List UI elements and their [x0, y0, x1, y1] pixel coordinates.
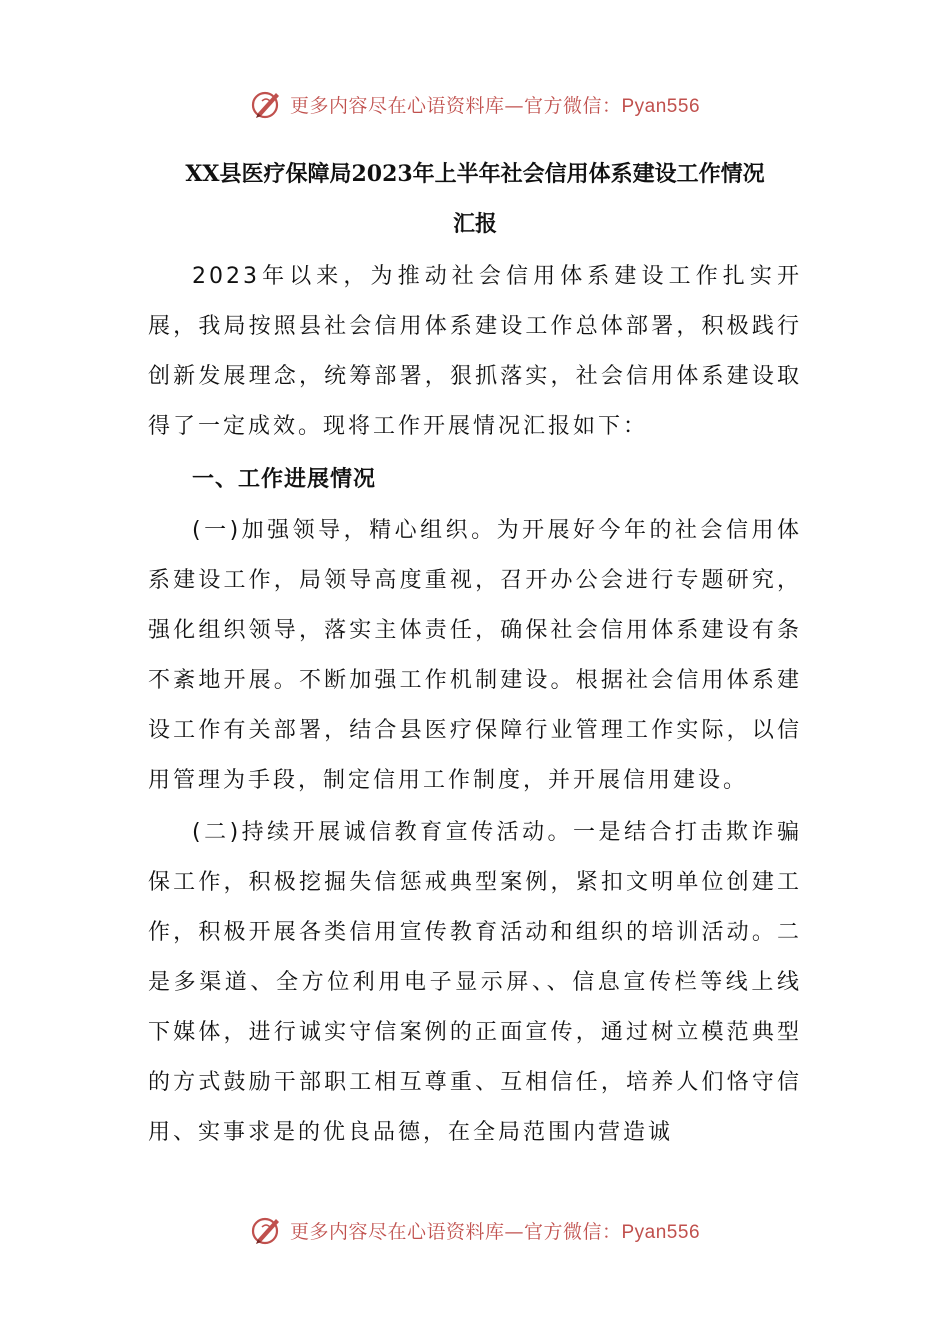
section-paragraph-2: (二)持续开展诚信教育宣传活动。一是结合打击欺诈骗保工作，积极挖掘失信惩戒典型案例，紧扣文明单位创建工作，积极开展各类信用宣传教育活动和组织的培训活动。二是多渠道、全方位利用电子显示屏、、信息宣传栏等线上线下媒体，进行诚实守信案例的正面宣传，通过树立模范典型的方式鼓励干部职工相互尊重、互相信任，培养人们恪守信用、实事求是的优良品德，在全局范围内营造诚 — [148, 820, 802, 1145]
document-title-line1: XX县医疗保障局2023年上半年社会信用体系建设工作情况 — [185, 161, 765, 187]
watermark-dash: — — [504, 94, 524, 117]
pen-logo-icon — [250, 1213, 284, 1247]
header-watermark-banner — [0, 84, 950, 124]
watermark-label: 官方微信： — [523, 94, 622, 117]
watermark-label: 官方微信： — [523, 1220, 622, 1243]
watermark-text — [290, 91, 700, 118]
watermark-wechat-id: Pyan556 — [621, 95, 701, 117]
watermark-wechat-id: Pyan556 — [621, 1221, 701, 1243]
pen-logo-icon — [250, 87, 284, 121]
document-title-line2: 汇报 — [452, 211, 497, 237]
intro-paragraph: 2023年以来，为推动社会信用体系建设工作扎实开展，我局按照县社会信用体系建设工作总体部署，积极践行创新发展理念，统筹部署，狠抓落实，社会信用体系建设取得了一定成效。现将工作开展情况汇报如下： — [148, 264, 802, 439]
watermark-dash: — — [504, 1220, 524, 1243]
watermark-main-text: 更多内容尽在心语资料库 — [289, 94, 505, 117]
watermark-text — [290, 1217, 700, 1244]
footer-watermark-banner — [0, 1210, 950, 1250]
watermark-main-text: 更多内容尽在心语资料库 — [289, 1220, 505, 1243]
section-heading: 一、工作进展情况 — [192, 466, 377, 492]
section-paragraph-1: (一)加强领导，精心组织。为开展好今年的社会信用体系建设工作，局领导高度重视，召开办公会进行专题研究，强化组织领导，落实主体责任，确保社会信用体系建设有条不紊地开展。不断加强工作机制建设。根据社会信用体系建设工作有关部署，结合县医疗保障行业管理工作实际，以信用管理为手段，制定信用工作制度，并开展信用建设。 — [148, 518, 802, 793]
